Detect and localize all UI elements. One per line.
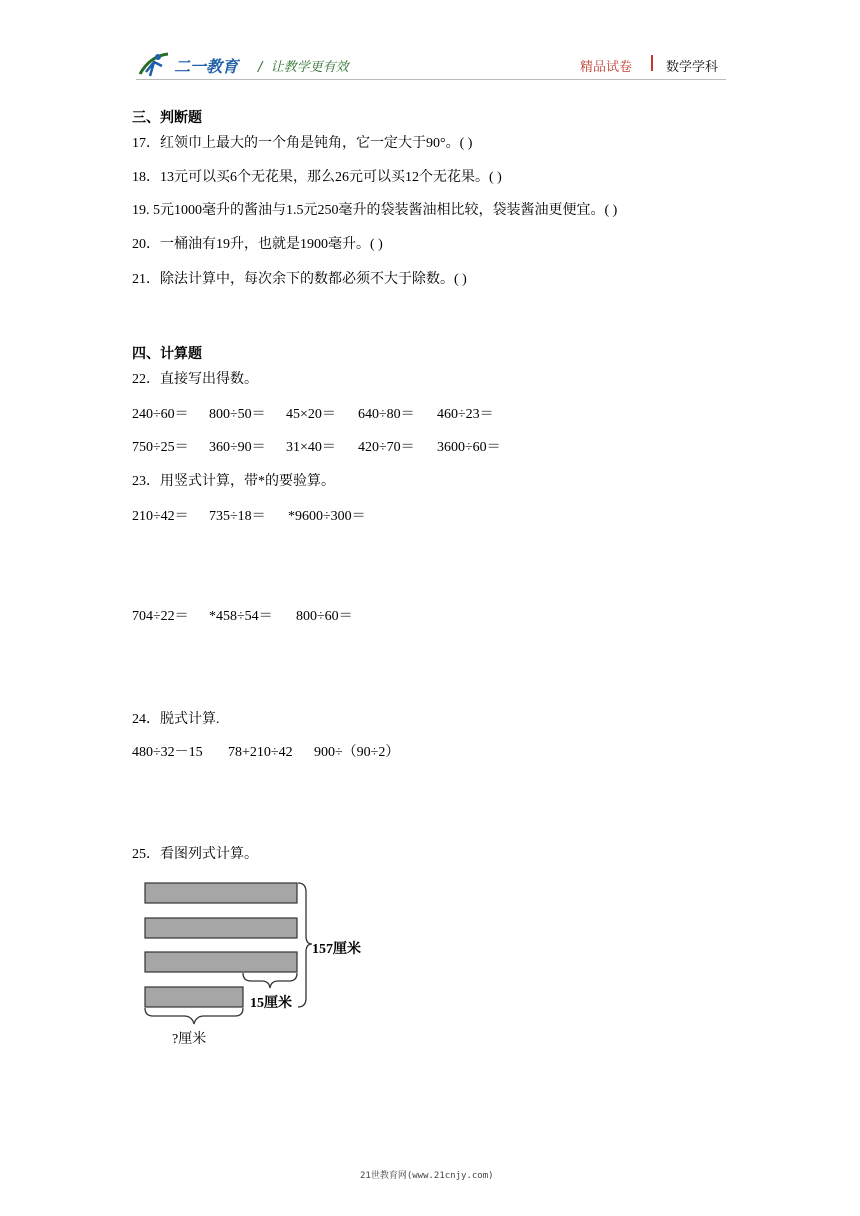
question-19: 19. 5元1000毫升的酱油与1.5元250毫升的袋装酱油相比较，袋装酱油更便宜。( ) (132, 203, 618, 218)
question-22-prompt: 22．直接写出得数。 (132, 372, 258, 387)
expression: 210÷42＝ (132, 509, 189, 524)
slogan: / 让教学更有效 (258, 60, 349, 75)
question-21: 21．除法计算中，每次余下的数都必须不大于除数。( ) (132, 272, 467, 287)
label-diff: 15厘米 (250, 996, 292, 1011)
runner-logo-icon (136, 50, 172, 78)
tag-premium: 精品试卷 (580, 60, 633, 75)
bar-diagram-svg (140, 878, 380, 1048)
bar-1 (145, 883, 297, 903)
expression: 360÷90＝ (209, 440, 266, 455)
question-23-prompt: 23．用竖式计算，带*的要验算。 (132, 474, 335, 489)
tag-subject: 数学学科 (666, 60, 719, 75)
question-18: 18．13元可以买6个无花果，那么26元可以买12个无花果。( ) (132, 170, 502, 185)
expression: 240÷60＝ (132, 407, 189, 422)
header-divider (136, 79, 726, 80)
label-total: 157厘米 (312, 942, 361, 957)
bar-3 (145, 952, 297, 972)
expression: 900÷（90÷2） (314, 745, 400, 760)
expression: 800÷60＝ (296, 609, 353, 624)
expression: 800÷50＝ (209, 407, 266, 422)
question-24-prompt: 24．脱式计算. (132, 712, 220, 727)
footer: 21世教育网(www.21cnjy.com) (360, 1171, 494, 1181)
question-20: 20．一桶油有19升，也就是1900毫升。( ) (132, 237, 383, 252)
header-separator (651, 55, 653, 71)
expression: 3600÷60＝ (437, 440, 501, 455)
expression: 460÷23＝ (437, 407, 494, 422)
bar-diagram (140, 878, 380, 1048)
expression: 480÷32－15 (132, 745, 203, 760)
label-unknown: ?厘米 (172, 1032, 207, 1047)
slogan-text: 让教学更有效 (270, 60, 349, 75)
bar-4 (145, 987, 243, 1007)
expression: 750÷25＝ (132, 440, 189, 455)
diff-brace (243, 973, 297, 988)
section-title-calculation: 四、计算题 (132, 346, 202, 362)
question-17: 17．红领巾上最大的一个角是钝角，它一定大于90°。( ) (132, 136, 473, 151)
logo (136, 50, 244, 78)
expression: 420÷70＝ (358, 440, 415, 455)
bar-2 (145, 918, 297, 938)
section-title-judgement: 三、判断题 (132, 110, 202, 126)
logo-text: 二一教育 (174, 57, 239, 76)
unknown-brace (145, 1008, 243, 1024)
expression: *458÷54＝ (209, 609, 273, 624)
expression: *9600÷300＝ (288, 509, 366, 524)
total-brace (298, 883, 312, 1007)
expression: 31×40＝ (286, 440, 336, 455)
expression: 735÷18＝ (209, 509, 266, 524)
expression: 45×20＝ (286, 407, 336, 422)
question-25-prompt: 25．看图列式计算。 (132, 847, 258, 862)
expression: 640÷80＝ (358, 407, 415, 422)
expression: 704÷22＝ (132, 609, 189, 624)
expression: 78+210÷42 (228, 745, 293, 760)
